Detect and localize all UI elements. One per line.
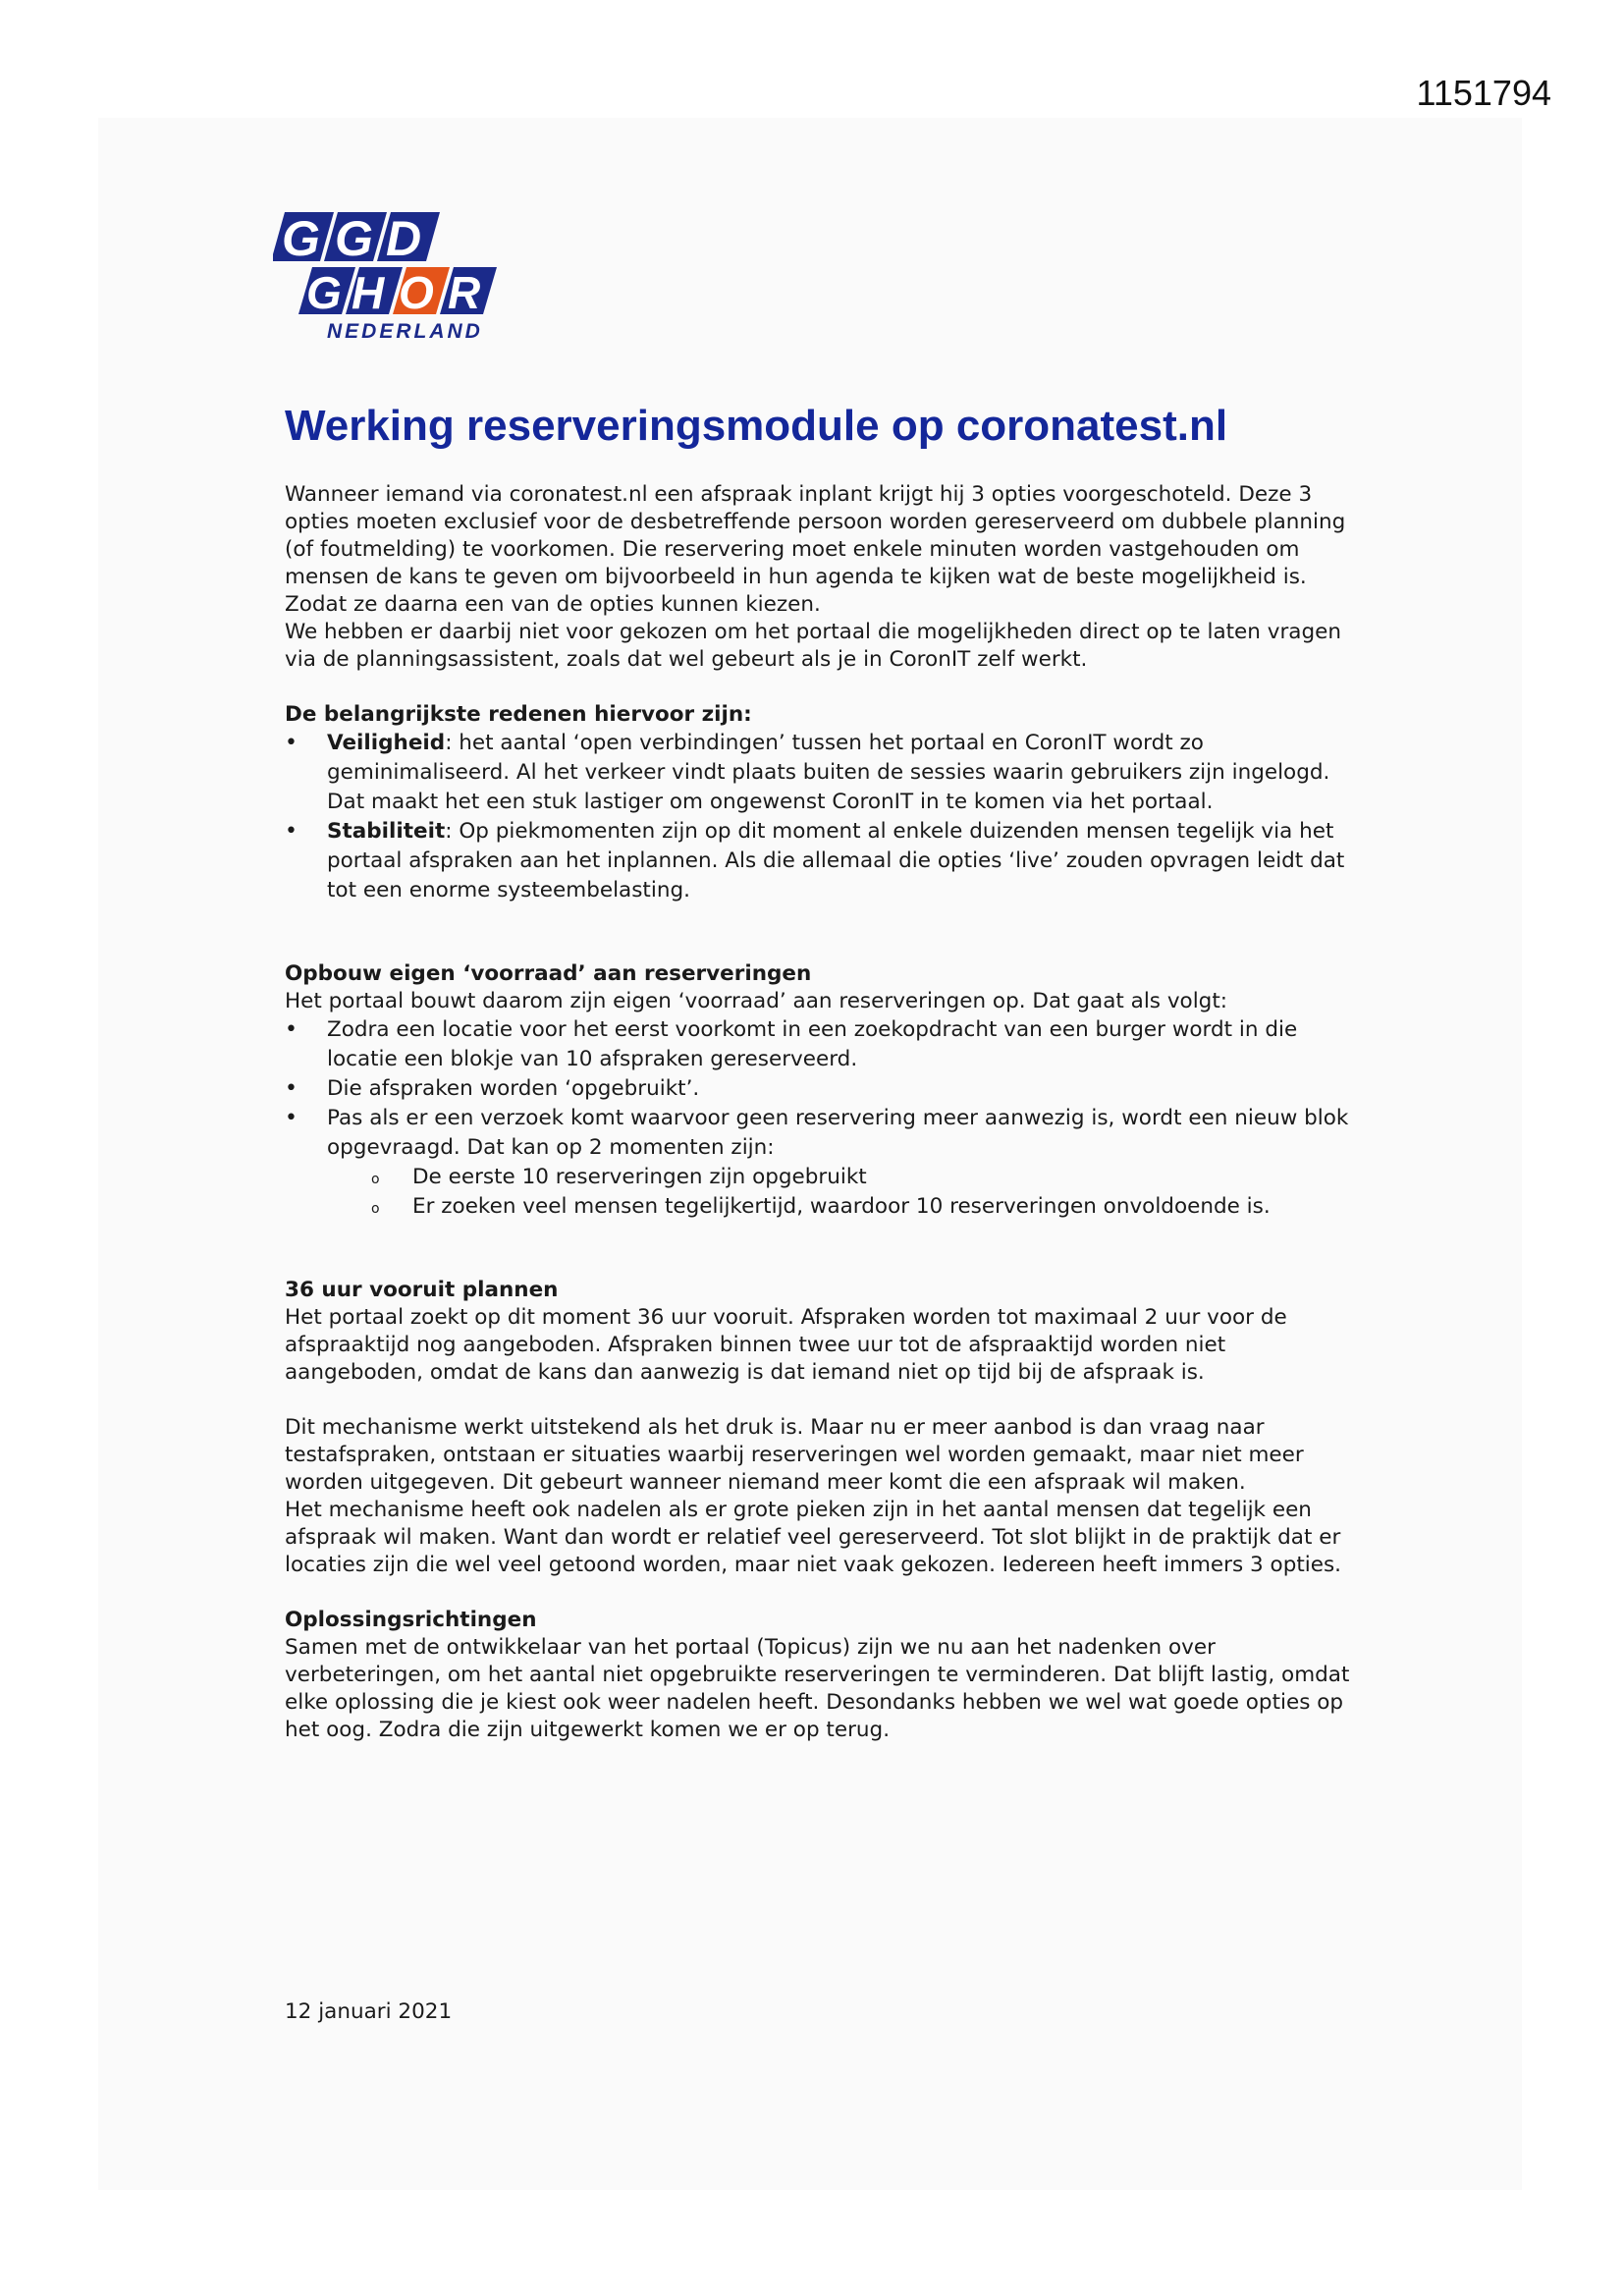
intro-paragraph: We hebben er daarbij niet voor gekozen om het portaal die mogelijkheden direct op te laten vragen via de planningsassistent, zoals dat wel gebeurt als je in CoronIT zelf werkt. [285, 620, 1341, 672]
svg-text:G: G [306, 267, 342, 318]
list-item: • Pas als er een verzoek komt waarvoor geen reservering meer aanwezig is, wordt een nieuw blok opgevraagd. Dat kan op 2 momenten zijn: [285, 1104, 1355, 1163]
solutions-heading: Oplossingsrichtingen [285, 1608, 537, 1632]
list-item: • Die afspraken worden ‘opgebruikt’. [285, 1074, 1355, 1104]
svg-text:D: D [386, 211, 422, 266]
svg-text:G: G [335, 211, 373, 266]
list-item [285, 817, 1355, 905]
stock-intro: Het portaal bouwt daarom zijn eigen ‘voorraad’ aan reserveringen op. Dat gaat als volgt: [285, 989, 1228, 1013]
ahead-paragraph: Het mechanisme heeft ook nadelen als er grote pieken zijn in het aantal mensen dat tegelijk een afspraak wil maken. Want dan wordt er relatief veel gereserveerd. Tot slot blijkt in de praktijk dat er locaties zijn die wel veel getoond worden, maar niet vaak gekozen. Iedereen heeft immers 3 opties. [285, 1498, 1342, 1577]
reason-text: : het aantal ‘open verbindingen’ tussen het portaal en CoronIT wordt zo geminimaliseerd. Al het verkeer vindt plaats buiten de sessies waarin gebruikers zijn ingelogd. Dat maakt het een stuk lastiger om ongewenst CoronIT in te komen via het portaal. [327, 731, 1330, 814]
reasons-heading: De belangrijkste redenen hiervoor zijn: [285, 702, 752, 727]
ahead-paragraph: Het portaal zoekt op dit moment 36 uur vooruit. Afspraken worden tot maximaal 2 uur voor de afspraaktijd nog aangeboden. Afspraken binnen twee uur tot de afspraaktijd worden niet aangeboden, omdat de kans dan aanwezig is dat iemand niet op tijd bij de afspraak is. [285, 1305, 1287, 1385]
stock-list [285, 1015, 1355, 1163]
document-date: 12 januari 2021 [285, 1999, 453, 2024]
list-item [285, 729, 1355, 817]
reasons-list [285, 729, 1355, 905]
ahead-paragraph: Dit mechanisme werkt uitstekend als het druk is. Maar nu er meer aanbod is dan vraag naar testafspraken, ontstaan er situaties waarbij reserveringen wel worden gemaakt, maar niet meer worden uitgegeven. Dit gebeurt wanneer niemand meer komt die een afspraak wil maken. [285, 1415, 1304, 1495]
reason-text: : Op piekmomenten zijn op dit moment al enkele duizenden mensen tegelijk via het portaal afspraken aan het inplannen. Als die allemaal die opties ‘live’ zouden opvragen leidt dat tot een enorme systeembelasting. [327, 819, 1345, 902]
stock-sublist [285, 1163, 1355, 1222]
reason-label: Veiligheid [327, 731, 446, 755]
sub-list-item: o De eerste 10 reserveringen zijn opgebruikt [285, 1163, 1355, 1192]
solutions-paragraph: Samen met de ontwikkelaar van het portaal (Topicus) zijn we nu aan het nadenken over verbeteringen, om het aantal niet opgebruikte reserveringen te verminderen. Dat blijft lastig, omdat elke oplossing die je kiest ook weer nadelen heeft. Desondanks hebben we wel wat goede opties op het oog. Zodra die zijn uitgewerkt komen we er op terug. [285, 1635, 1350, 1742]
logo-tagline: NEDERLAND [327, 320, 483, 343]
reason-label: Stabiliteit [327, 819, 446, 844]
stock-heading: Opbouw eigen ‘voorraad’ aan reserveringen [285, 961, 812, 986]
svg-text:O: O [399, 267, 434, 318]
document-id: 1151794 [1416, 73, 1551, 113]
ahead-heading: 36 uur vooruit plannen [285, 1278, 559, 1302]
svg-text:R: R [448, 267, 481, 318]
svg-text:H: H [352, 267, 385, 318]
list-item: • Zodra een locatie voor het eerst voorkomt in een zoekopdracht van een burger wordt in die locatie een blokje van 10 afspraken gereserveerd. [285, 1015, 1355, 1074]
svg-text:G: G [282, 211, 320, 266]
sub-list-item: o Er zoeken veel mensen tegelijkertijd, waardoor 10 reserveringen onvoldoende is. [285, 1192, 1355, 1222]
document-body [285, 401, 1355, 1744]
page-title: Werking reserveringsmodule op coronatest.nl [285, 402, 1228, 450]
intro-paragraph: Wanneer iemand via coronatest.nl een afspraak inplant krijgt hij 3 opties voorgeschoteld. Deze 3 opties moeten exclusief voor de desbetreffende persoon worden gereserveerd om dubbele planning (of foutmelding) te voorkomen. Die reservering moet enkele minuten worden vastgehouden om mensen de kans te geven om bijvoorbeeld in hun agenda te kijken wat de beste mogelijkheid is. Zodat ze daarna een van de opties kunnen kiezen. [285, 482, 1346, 617]
